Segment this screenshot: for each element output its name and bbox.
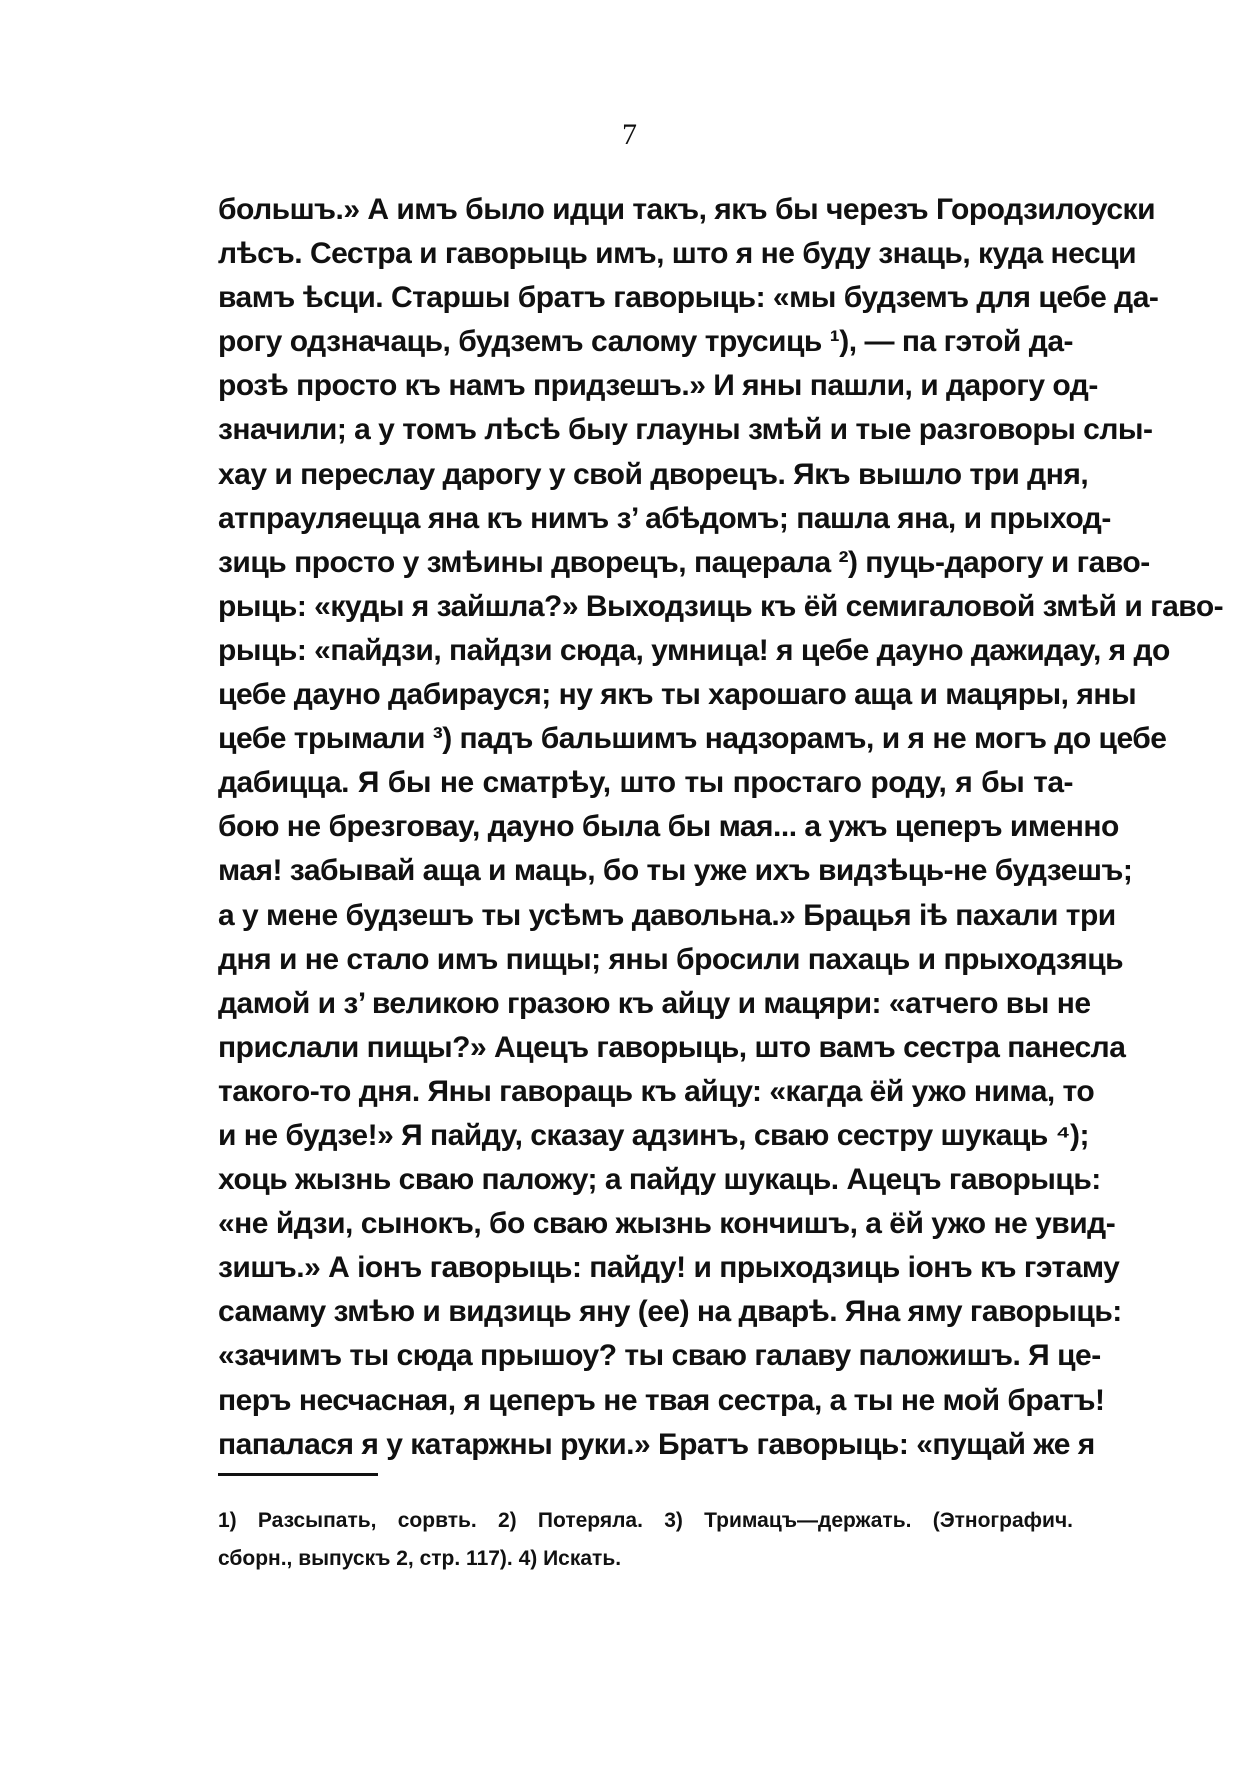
footnote-line: сборн., выпускъ 2, стр. 117). 4) Искать. xyxy=(218,1547,622,1570)
text-line: папалася я у катаржны руки.» Братъ гаворыць: «пущай же я xyxy=(218,1427,1095,1461)
text-line: такого-то дня. Яны гавораць къ айцу: «кагда ёй ужо нима, то xyxy=(218,1074,1095,1108)
text-line: зишъ.» А іонъ гаворыць: пайду! и прыходзиць іонъ къ гэтаму xyxy=(218,1251,1120,1285)
text-line: мая! забывай аща и маць, бо ты уже ихъ видзѣць-не будзешъ; xyxy=(218,854,1133,888)
page-number: 7 xyxy=(622,118,637,151)
text-line: значили; а у томъ лѣсѣ быу глауны змѣй и тые разговоры слы- xyxy=(218,413,1153,447)
text-line: розѣ просто къ намъ придзешъ.» И яны пашли, и дарогу од- xyxy=(218,369,1098,403)
text-line: лѣсъ. Сестра и гаворыць имъ, што я не буду знаць, куда несци xyxy=(218,237,1137,271)
text-line: «не йдзи, сынокъ, бо сваю жызнь кончишъ, а ёй ужо не увид- xyxy=(218,1207,1116,1241)
text-line: прислали пищы?» Ацецъ гаворыць, што вамъ сестра панесла xyxy=(218,1030,1126,1064)
text-line: большъ.» А имъ было идци такъ, якъ бы черезъ Городзилоуски xyxy=(218,193,1156,226)
text-line: самаму змѣю и видзиць яну (ее) на дварѣ. Яна яму гаворыць: xyxy=(218,1295,1122,1329)
text-line: вамъ ѣсци. Старшы братъ гаворыць: «мы будземъ для цебе да- xyxy=(218,281,1159,315)
footnotes xyxy=(218,1502,1073,1578)
text-line: зиць просто у змѣины дворецъ, пацерала ²) пуць-дарогу и гаво- xyxy=(218,545,1150,579)
text-line: дамой и з’ великою гразою къ айцу и мацяри: «атчего вы не xyxy=(218,986,1091,1020)
text-line: рогу одзначаць, будземъ салому трусиць ¹), — па гэтой да- xyxy=(218,325,1073,359)
text-line: хоць жызнь сваю паложу; а пайду шукаць. Ацецъ гаворыць: xyxy=(218,1163,1101,1197)
text-line: рыць: «пайдзи, пайдзи сюда, умница! я цебе дауно дажидау, я до xyxy=(218,633,1170,667)
text-line: бою не брезговау, дауно была бы мая... а ужъ цеперъ именно xyxy=(218,810,1119,844)
text-line: хау и переслау дарогу у свой дворецъ. Якъ вышло три дня, xyxy=(218,457,1089,491)
text-line: и не будзе!» Я пайду, сказау адзинъ, сваю сестру шукаць ⁴); xyxy=(218,1118,1089,1152)
footnote-rule xyxy=(218,1473,378,1476)
text-line: перъ несчасная, я цеперъ не твая сестра, а ты не мой братъ! xyxy=(218,1383,1105,1417)
footnote-line: 1) Разсыпать, сорвть. 2) Потеряла. 3) Тримацъ—держать. (Этнографич. xyxy=(218,1509,1073,1532)
text-line: рыць: «куды я зайшла?» Выходзиць къ ёй семигаловой змѣй и гаво- xyxy=(218,589,1224,623)
text-line: атпрауляецца яна къ нимъ з’ абѣдомъ; пашла яна, и прыход- xyxy=(218,501,1111,535)
text-line: цебе трымали ³) падъ бальшимъ надзорамъ, и я не могъ до цебе xyxy=(218,722,1167,756)
text-line: дабицца. Я бы не сматрѣу, што ты простаго роду, я бы та- xyxy=(218,766,1073,800)
text-line: цебе дауно дабирауся; ну якъ ты харошаго аща и мацяры, яны xyxy=(218,678,1137,712)
text-line: «зачимъ ты сюда прышоу? ты сваю галаву паложишъ. Я це- xyxy=(218,1339,1101,1373)
text-line: а у мене будзешъ ты усѣмъ давольна.» Брацья іѣ пахали три xyxy=(218,898,1116,932)
body-text xyxy=(218,188,1224,1467)
text-line: дня и не стало имъ пищы; яны бросили пахаць и прыходзяць xyxy=(218,942,1124,976)
